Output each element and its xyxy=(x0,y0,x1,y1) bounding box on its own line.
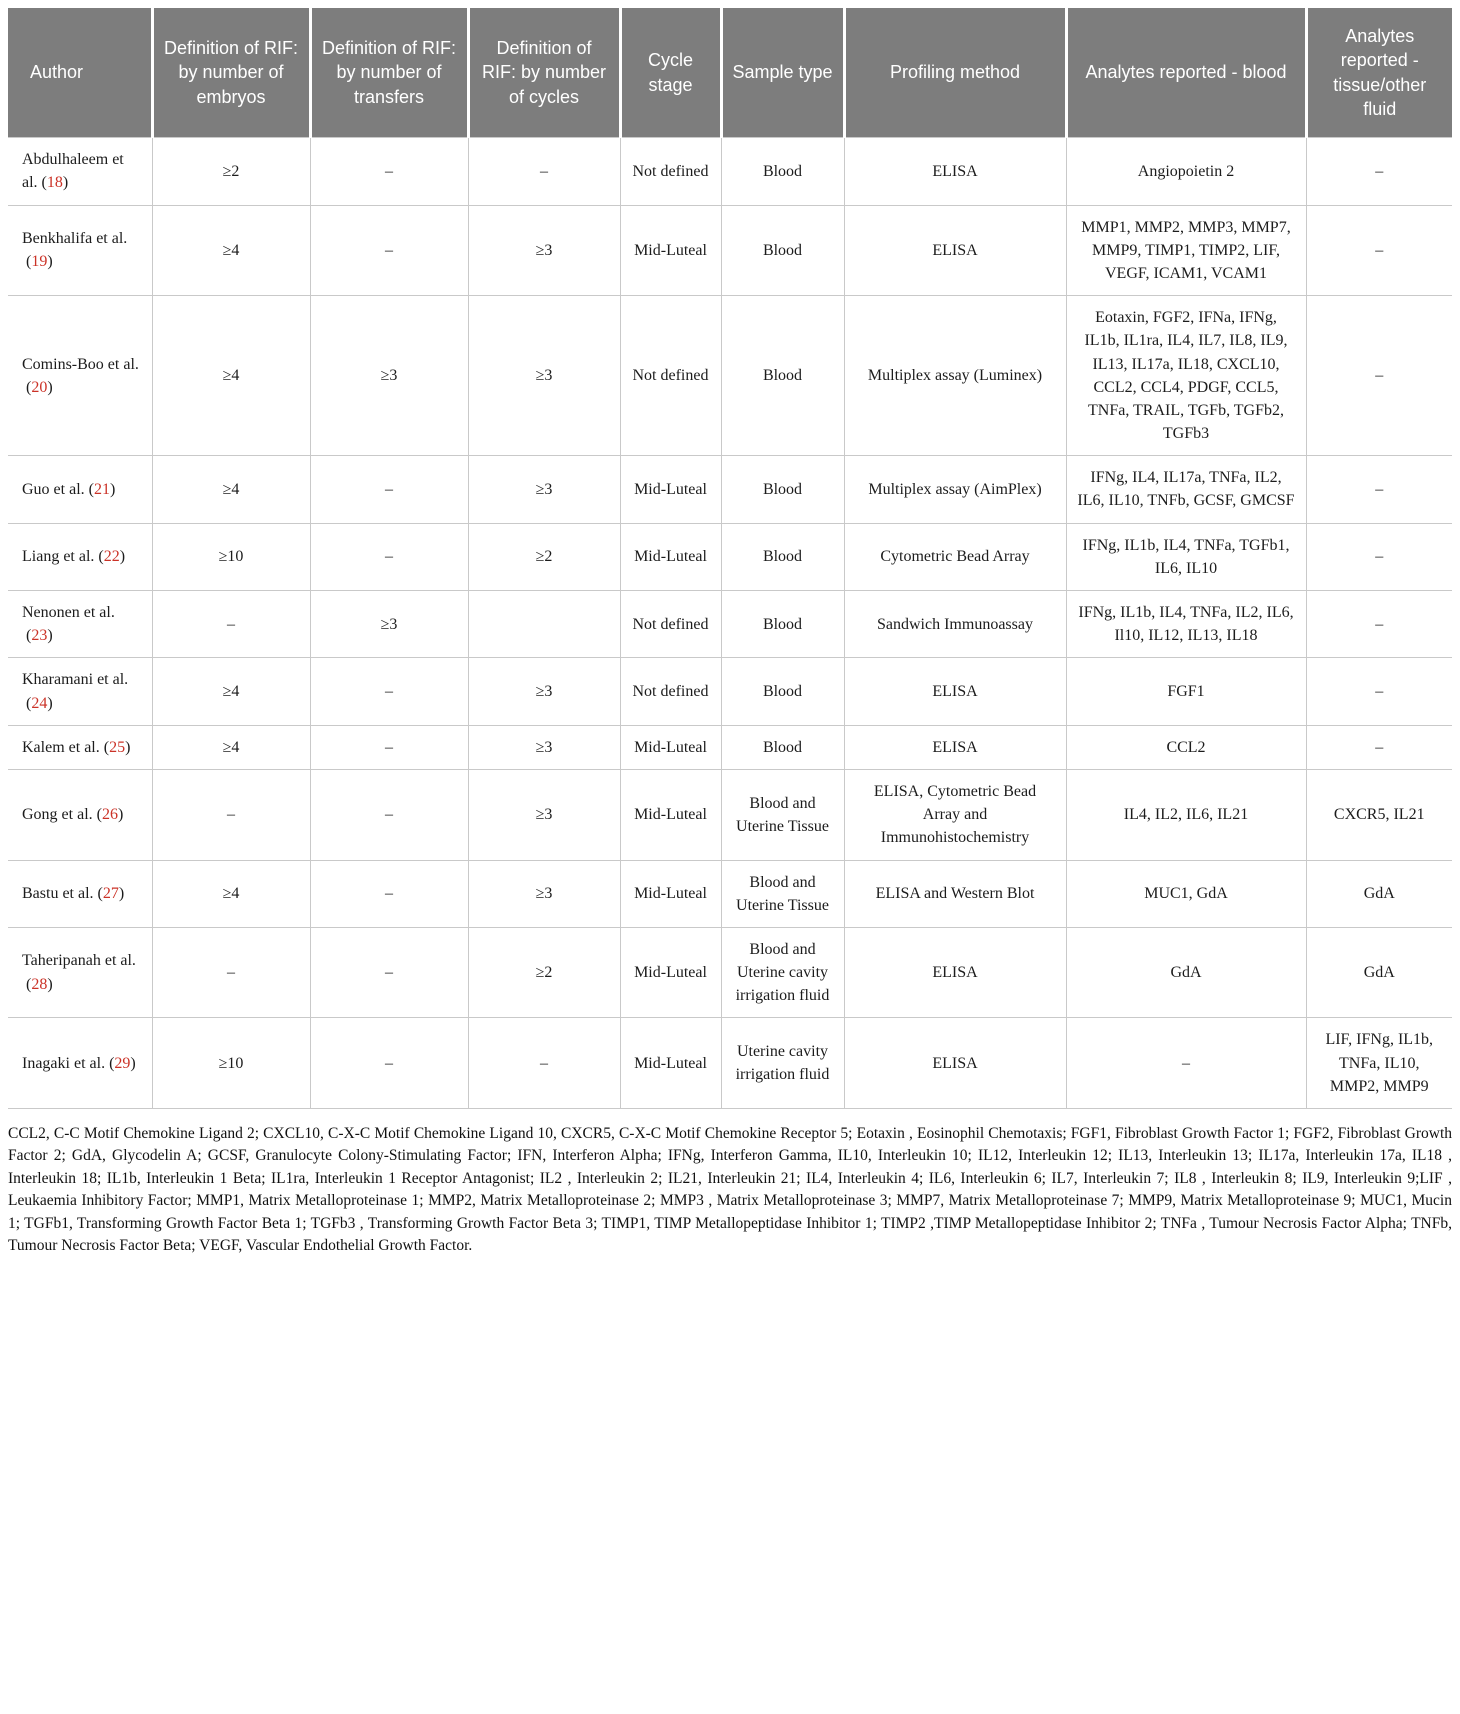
author-cell xyxy=(8,523,152,590)
analytes-blood-cell: IFNg, IL4, IL17a, TNFa, IL2, IL6, IL10, TNFb, GCSF, GMCSF xyxy=(1066,456,1306,523)
analytes-tissue-cell: – xyxy=(1306,523,1452,590)
citation-open-paren: ( xyxy=(26,627,32,645)
table-row xyxy=(8,927,1452,1018)
author-cell xyxy=(8,205,152,296)
citation-close-paren: ) xyxy=(119,548,126,566)
citation-open-paren: ( xyxy=(97,885,103,903)
cycle-stage-cell: Mid-Luteal xyxy=(620,860,721,927)
citation-ref-number: 19 xyxy=(31,253,48,271)
cycles-definition-cell: – xyxy=(468,1018,620,1109)
transfers-definition-cell: – xyxy=(310,205,468,296)
sample-type-cell: Uterine cavity irrigation fluid xyxy=(721,1018,844,1109)
sample-type-cell: Blood xyxy=(721,658,844,725)
author-name: Gong et al. xyxy=(22,806,93,824)
analytes-tissue-cell: LIF, IFNg, IL1b, TNFa, IL10, MMP2, MMP9 xyxy=(1306,1018,1452,1109)
table-head xyxy=(8,8,1452,138)
analytes-tissue-cell: – xyxy=(1306,456,1452,523)
column-header-embryos: Definition of RIF: by number of embryos xyxy=(152,8,310,138)
analytes-tissue-cell: – xyxy=(1306,138,1452,205)
citation-ref-number: 23 xyxy=(31,627,48,645)
author-cell xyxy=(8,769,152,860)
paper-table-figure xyxy=(8,8,1452,1258)
sample-type-cell: Blood xyxy=(721,591,844,658)
citation-link[interactable] xyxy=(98,548,125,565)
citation-link[interactable] xyxy=(104,739,131,756)
table-header-row xyxy=(8,8,1452,138)
citation-ref-number: 24 xyxy=(31,694,48,712)
profiling-method-cell: ELISA xyxy=(844,725,1066,769)
analytes-blood-cell: Angiopoietin 2 xyxy=(1066,138,1306,205)
profiling-method-cell: Multiplex assay (Luminex) xyxy=(844,296,1066,456)
citation-open-paren: ( xyxy=(26,694,32,712)
transfers-definition-cell: ≥3 xyxy=(310,591,468,658)
author-name: Nenonen et al. xyxy=(22,604,115,621)
author-cell xyxy=(8,725,152,769)
analytes-blood-cell: Eotaxin, FGF2, IFNa, IFNg, IL1b, IL1ra, IL4, IL7, IL8, IL9, IL13, IL17a, IL18, CXCL10, CCL2, CCL4, PDGF, CCL5, TNFa, TRAIL, TGFb, TGFb2, TGFb3 xyxy=(1066,296,1306,456)
sample-type-cell: Blood and Uterine Tissue xyxy=(721,860,844,927)
author-cell xyxy=(8,1018,152,1109)
embryos-definition-cell: – xyxy=(152,591,310,658)
sample-type-cell: Blood xyxy=(721,456,844,523)
sample-type-cell: Blood xyxy=(721,296,844,456)
analytes-blood-cell: IFNg, IL1b, IL4, TNFa, IL2, IL6, Il10, IL12, IL13, IL18 xyxy=(1066,591,1306,658)
cycles-definition-cell: – xyxy=(468,138,620,205)
analytes-tissue-cell: GdA xyxy=(1306,927,1452,1018)
citation-link[interactable] xyxy=(26,976,53,993)
cycle-stage-cell: Mid-Luteal xyxy=(620,927,721,1018)
transfers-definition-cell: – xyxy=(310,456,468,523)
citation-open-paren: ( xyxy=(26,975,32,993)
citation-close-paren: ) xyxy=(62,174,69,192)
table-row xyxy=(8,296,1452,456)
embryos-definition-cell: – xyxy=(152,769,310,860)
analytes-blood-cell: MUC1, GdA xyxy=(1066,860,1306,927)
transfers-definition-cell: – xyxy=(310,658,468,725)
cycle-stage-cell: Mid-Luteal xyxy=(620,523,721,590)
citation-link[interactable] xyxy=(98,885,125,902)
cycle-stage-cell: Not defined xyxy=(620,296,721,456)
transfers-definition-cell: – xyxy=(310,1018,468,1109)
author-name: Kalem et al. xyxy=(22,738,100,756)
cycles-definition-cell: ≥3 xyxy=(468,769,620,860)
author-name: Benkhalifa et al. xyxy=(22,230,128,248)
sample-type-cell: Blood and Uterine Tissue xyxy=(721,769,844,860)
analytes-tissue-cell: – xyxy=(1306,658,1452,725)
citation-close-paren: ) xyxy=(130,1054,136,1072)
profiling-method-cell: ELISA xyxy=(844,927,1066,1018)
cycle-stage-cell: Not defined xyxy=(620,591,721,658)
table-body xyxy=(8,138,1452,1109)
citation-open-paren: ( xyxy=(26,378,32,396)
table-row xyxy=(8,725,1452,769)
citation-close-paren: ) xyxy=(117,806,124,824)
author-cell xyxy=(8,296,152,456)
analytes-blood-cell: IL4, IL2, IL6, IL21 xyxy=(1066,769,1306,860)
table-row xyxy=(8,860,1452,927)
author-cell xyxy=(8,658,152,725)
citation-close-paren: ) xyxy=(47,378,53,396)
citation-open-paren: ( xyxy=(98,548,104,566)
citation-close-paren: ) xyxy=(125,738,131,756)
table-row xyxy=(8,456,1452,523)
citation-open-paren: ( xyxy=(103,738,110,756)
citation-close-paren: ) xyxy=(47,253,53,271)
author-name: Bastu et al. xyxy=(22,885,94,903)
citation-close-paren: ) xyxy=(109,480,116,498)
analytes-tissue-cell: CXCR5, IL21 xyxy=(1306,769,1452,860)
table-row xyxy=(8,523,1452,590)
cycles-definition-cell: ≥3 xyxy=(468,296,620,456)
profiling-method-cell: ELISA xyxy=(844,658,1066,725)
citation-link[interactable] xyxy=(26,695,53,712)
cycle-stage-cell: Mid-Luteal xyxy=(620,769,721,860)
citation-close-paren: ) xyxy=(118,885,125,903)
author-name: Liang et al. xyxy=(22,548,95,566)
profiling-method-cell: Multiplex assay (AimPlex) xyxy=(844,456,1066,523)
column-header-cycle_stage: Cycle stage xyxy=(620,8,721,138)
citation-link[interactable] xyxy=(109,1055,136,1072)
citation-ref-number: 26 xyxy=(101,806,118,824)
analytes-blood-cell: MMP1, MMP2, MMP3, MMP7, MMP9, TIMP1, TIMP2, LIF, VEGF, ICAM1, VCAM1 xyxy=(1066,205,1306,296)
citation-link[interactable] xyxy=(97,806,124,823)
cycle-stage-cell: Mid-Luteal xyxy=(620,725,721,769)
transfers-definition-cell: – xyxy=(310,725,468,769)
cycles-definition-cell: ≥3 xyxy=(468,205,620,296)
table-row xyxy=(8,1018,1452,1109)
analytes-blood-cell: IFNg, IL1b, IL4, TNFa, TGFb1, IL6, IL10 xyxy=(1066,523,1306,590)
embryos-definition-cell: ≥10 xyxy=(152,523,310,590)
citation-ref-number: 20 xyxy=(31,378,48,396)
citation-ref-number: 29 xyxy=(114,1054,131,1072)
cycles-definition-cell: ≥2 xyxy=(468,927,620,1018)
cycle-stage-cell: Mid-Luteal xyxy=(620,456,721,523)
rif-analytes-table xyxy=(8,8,1452,1109)
analytes-blood-cell: GdA xyxy=(1066,927,1306,1018)
citation-ref-number: 27 xyxy=(102,885,119,903)
citation-open-paren: ( xyxy=(88,480,94,498)
table-row xyxy=(8,591,1452,658)
profiling-method-cell: Sandwich Immunoassay xyxy=(844,591,1066,658)
profiling-method-cell: ELISA xyxy=(844,205,1066,296)
citation-close-paren: ) xyxy=(47,694,53,712)
analytes-tissue-cell: – xyxy=(1306,591,1452,658)
embryos-definition-cell: ≥2 xyxy=(152,138,310,205)
analytes-tissue-cell: – xyxy=(1306,296,1452,456)
transfers-definition-cell: – xyxy=(310,769,468,860)
analytes-tissue-cell: GdA xyxy=(1306,860,1452,927)
profiling-method-cell: ELISA xyxy=(844,138,1066,205)
column-header-author: Author xyxy=(8,8,152,138)
citation-open-paren: ( xyxy=(41,174,47,192)
embryos-definition-cell: ≥4 xyxy=(152,456,310,523)
cycle-stage-cell: Mid-Luteal xyxy=(620,1018,721,1109)
author-name: Inagaki et al. xyxy=(22,1054,106,1072)
cycle-stage-cell: Not defined xyxy=(620,658,721,725)
transfers-definition-cell: – xyxy=(310,523,468,590)
sample-type-cell: Blood and Uterine cavity irrigation fluid xyxy=(721,927,844,1018)
column-header-analytes_tissue: Analytes reported - tissue/other fluid xyxy=(1306,8,1452,138)
profiling-method-cell: ELISA xyxy=(844,1018,1066,1109)
sample-type-cell: Blood xyxy=(721,725,844,769)
sample-type-cell: Blood xyxy=(721,138,844,205)
author-cell xyxy=(8,456,152,523)
embryos-definition-cell: ≥4 xyxy=(152,725,310,769)
cycles-definition-cell: ≥3 xyxy=(468,725,620,769)
citation-link[interactable] xyxy=(42,174,69,191)
citation-ref-number: 25 xyxy=(109,738,126,756)
author-name: Taheripanah et al. xyxy=(22,952,136,970)
cycles-definition-cell: ≥2 xyxy=(468,523,620,590)
citation-open-paren: ( xyxy=(96,806,102,824)
citation-ref-number: 28 xyxy=(31,975,48,993)
profiling-method-cell: ELISA, Cytometric Bead Array and Immunohistochemistry xyxy=(844,769,1066,860)
embryos-definition-cell: ≥4 xyxy=(152,296,310,456)
analytes-blood-cell: FGF1 xyxy=(1066,658,1306,725)
author-cell xyxy=(8,591,152,658)
table-row xyxy=(8,138,1452,205)
column-header-sample_type: Sample type xyxy=(721,8,844,138)
profiling-method-cell: Cytometric Bead Array xyxy=(844,523,1066,590)
analytes-blood-cell: CCL2 xyxy=(1066,725,1306,769)
embryos-definition-cell: ≥4 xyxy=(152,658,310,725)
citation-close-paren: ) xyxy=(47,975,53,993)
transfers-definition-cell: – xyxy=(310,860,468,927)
citation-close-paren: ) xyxy=(47,627,53,645)
table-row xyxy=(8,658,1452,725)
table-row xyxy=(8,205,1452,296)
column-header-transfers: Definition of RIF: by number of transfers xyxy=(310,8,468,138)
author-name: Guo et al. xyxy=(22,480,85,498)
citation-link[interactable] xyxy=(89,481,116,498)
embryos-definition-cell: – xyxy=(152,927,310,1018)
citation-open-paren: ( xyxy=(109,1054,115,1072)
cycle-stage-cell: Not defined xyxy=(620,138,721,205)
analytes-blood-cell: – xyxy=(1066,1018,1306,1109)
column-header-cycles: Definition of RIF: by number of cycles xyxy=(468,8,620,138)
embryos-definition-cell: ≥10 xyxy=(152,1018,310,1109)
sample-type-cell: Blood xyxy=(721,523,844,590)
citation-open-paren: ( xyxy=(26,253,32,271)
author-cell xyxy=(8,138,152,205)
analytes-tissue-cell: – xyxy=(1306,725,1452,769)
cycle-stage-cell: Mid-Luteal xyxy=(620,205,721,296)
author-cell xyxy=(8,860,152,927)
column-header-analytes_blood: Analytes reported - blood xyxy=(1066,8,1306,138)
author-name: Comins-Boo et al. xyxy=(22,355,139,373)
citation-link[interactable] xyxy=(26,627,53,644)
analytes-tissue-cell: – xyxy=(1306,205,1452,296)
sample-type-cell: Blood xyxy=(721,205,844,296)
transfers-definition-cell: ≥3 xyxy=(310,296,468,456)
transfers-definition-cell: – xyxy=(310,927,468,1018)
cycles-definition-cell xyxy=(468,591,620,658)
citation-ref-number: 22 xyxy=(103,548,120,566)
table-footnote: CCL2, C-C Motif Chemokine Ligand 2; CXCL10, C-X-C Motif Chemokine Ligand 10, CXCR5, C-X-C Motif Chemokine Receptor 5; Eotaxin , Eosinophil Chemotaxis; FGF1, Fibroblast Growth Factor 1; FGF2, Fibroblast Growth Factor 2; GdA, Glycodelin A; GCSF, Granulocyte Colony-Stimulating Factor; IFN, Interferon Alpha; IFNg, Interferon Gamma, IL10, Interleukin 10; IL12, Interleukin 12; IL13, Interleukin 13; IL17a, Interleukin 17a, IL18 , Interleukin 18; IL1b, Interleukin 1 Beta; IL1ra, Interleukin 1 Receptor Antagonist; IL2 , Interleukin 2; IL21, Interleukin 21; IL4, Interleukin 4; IL6, Interleukin 6; IL7, Interleukin 7; IL8 , Interleukin 8; IL9, Interleukin 9;LIF , Leukaemia Inhibitory Factor; MMP1, Matrix Metalloproteinase 1; MMP2, Matrix Metalloproteinase 2; MMP3 , Matrix Metalloproteinase 3; MMP7, Matrix Metalloproteinase 7; MMP9, Matrix Metalloproteinase 9; MUC1, Mucin 1; TGFb1, Transforming Growth Factor Beta 1; TGFb3 , Transforming Growth Factor Beta 3; TIMP1, TIMP Metallopeptidase Inhibitor 1; TIMP2 ,TIMP Metallopeptidase Inhibitor 2; TNFa , Tumour Necrosis Factor Alpha; TNFb, Tumour Necrosis Factor Beta; VEGF, Vascular Endothelial Growth Factor. xyxy=(8,1125,1452,1255)
citation-ref-number: 21 xyxy=(93,480,110,498)
citation-link[interactable] xyxy=(26,253,53,270)
citation-ref-number: 18 xyxy=(46,174,63,192)
citation-link[interactable] xyxy=(26,379,53,396)
author-name: Abdulhaleem et al. xyxy=(22,151,124,192)
table-row xyxy=(8,769,1452,860)
cycles-definition-cell: ≥3 xyxy=(468,658,620,725)
embryos-definition-cell: ≥4 xyxy=(152,860,310,927)
embryos-definition-cell: ≥4 xyxy=(152,205,310,296)
author-name: Kharamani et al. xyxy=(22,671,129,689)
author-cell xyxy=(8,927,152,1018)
cycles-definition-cell: ≥3 xyxy=(468,456,620,523)
profiling-method-cell: ELISA and Western Blot xyxy=(844,860,1066,927)
transfers-definition-cell: – xyxy=(310,138,468,205)
column-header-profiling_method: Profiling method xyxy=(844,8,1066,138)
cycles-definition-cell: ≥3 xyxy=(468,860,620,927)
